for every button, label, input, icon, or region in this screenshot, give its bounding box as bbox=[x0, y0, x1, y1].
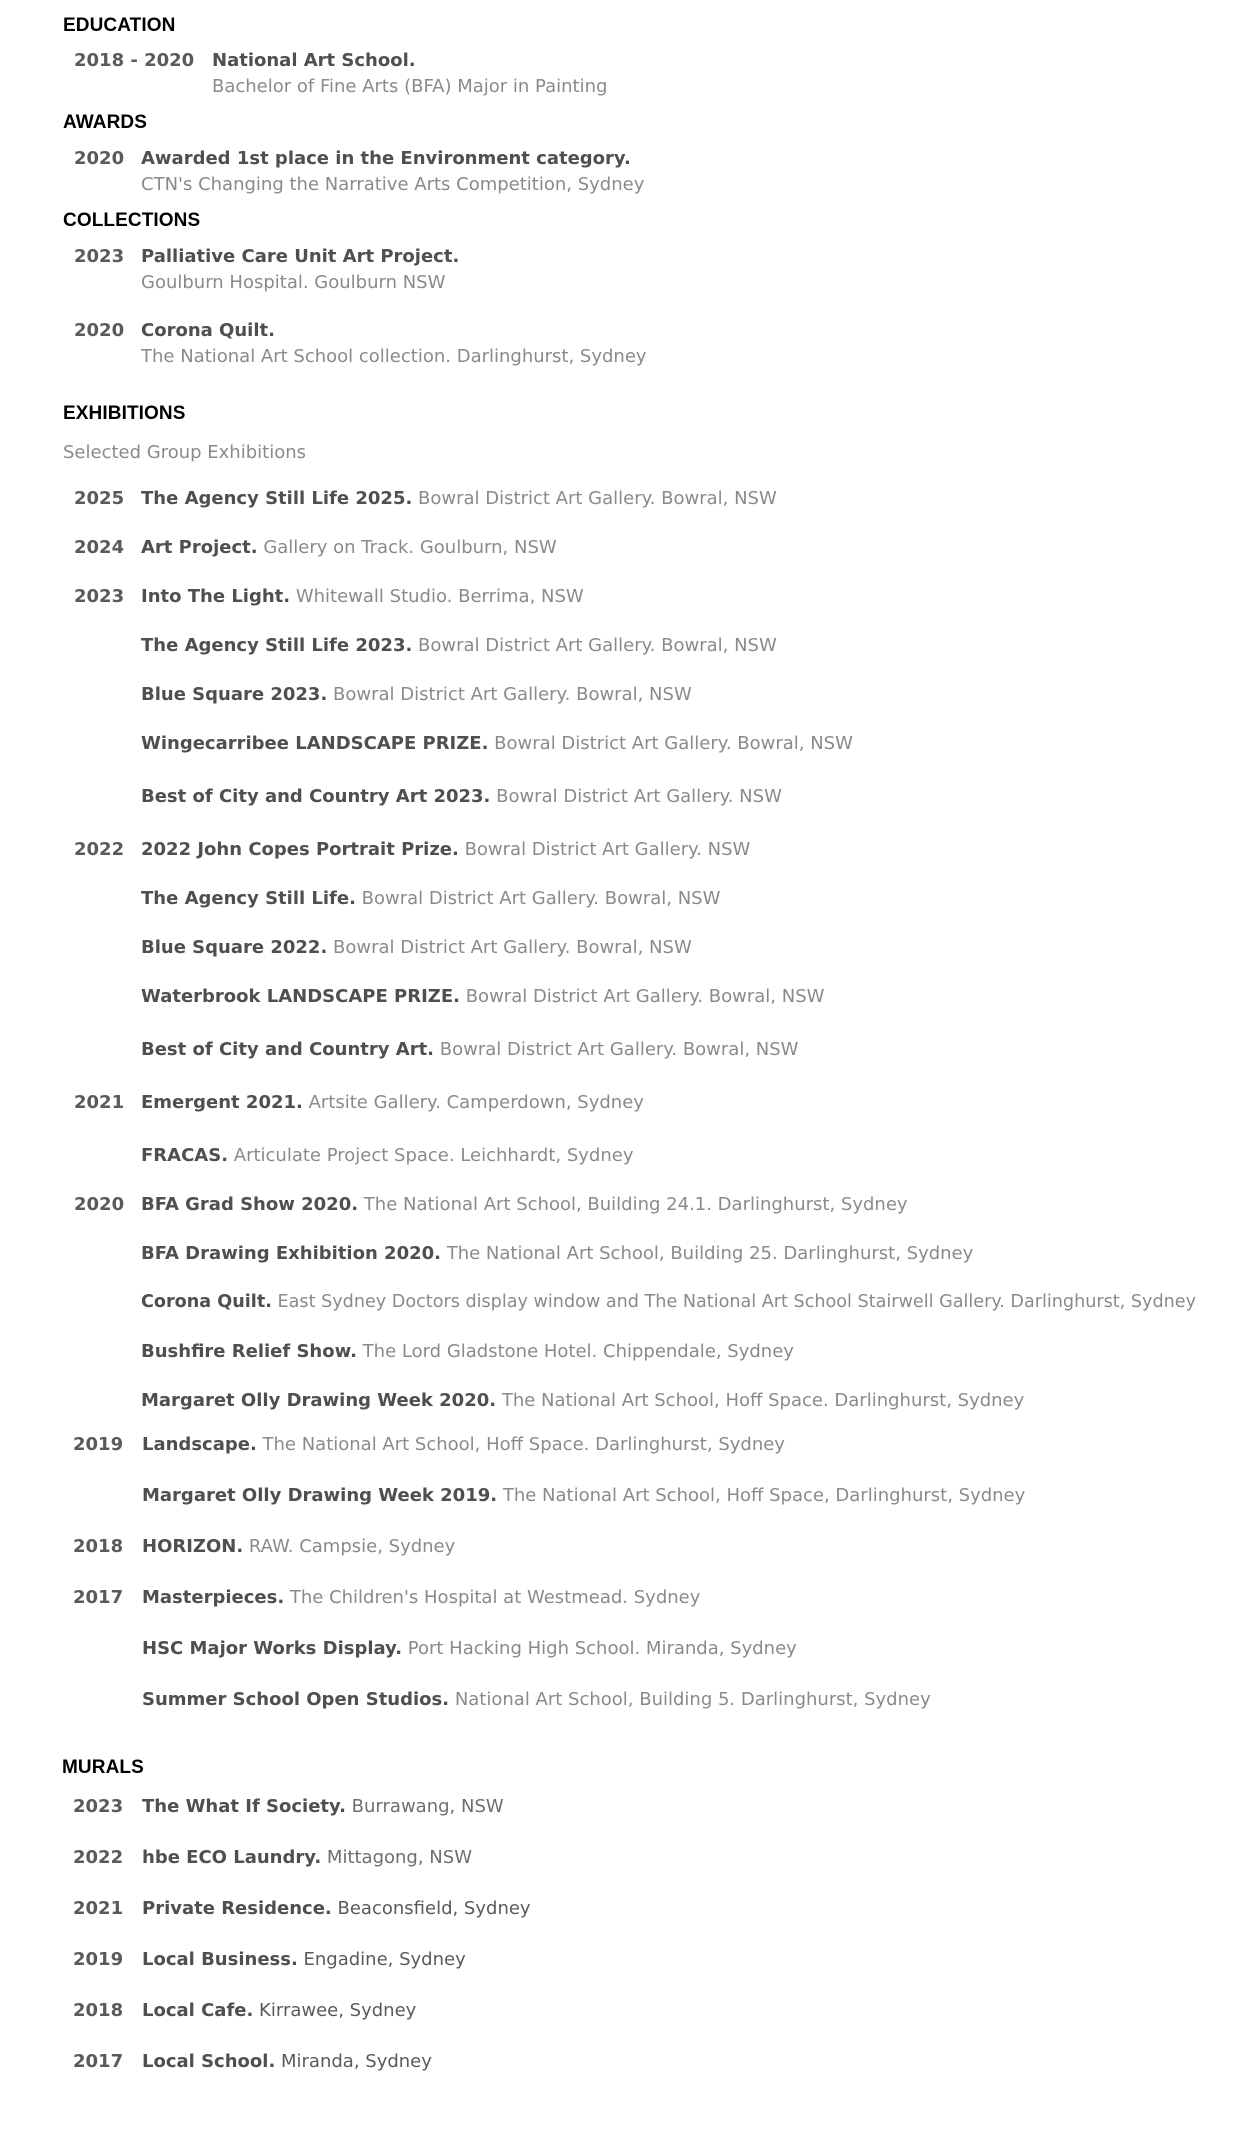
exhibition-entry bbox=[142, 1638, 797, 1659]
exhibition-year: 2017 bbox=[73, 1587, 124, 1608]
entry-title: 2022 John Copes Portrait Prize. bbox=[141, 839, 459, 860]
exhibitions-heading: EXHIBITIONS bbox=[63, 403, 186, 424]
exhibition-entry bbox=[141, 986, 824, 1007]
entry-detail: Artsite Gallery. Camperdown, Sydney bbox=[302, 1092, 644, 1113]
exhibition-entry bbox=[141, 586, 584, 607]
entry-detail: The National Art School, Hoff Space. Darlinghurst, Sydney bbox=[256, 1434, 785, 1455]
exhibition-entry bbox=[141, 537, 557, 558]
exhibition-entry bbox=[141, 888, 720, 909]
entry-detail: Bowral District Art Gallery. NSW bbox=[490, 786, 782, 807]
entry-title: Art Project. bbox=[141, 537, 258, 558]
mural-entry bbox=[142, 1949, 466, 1970]
collection-year: 2020 bbox=[74, 320, 125, 341]
exhibition-year: 2020 bbox=[74, 1194, 125, 1215]
collections-heading: COLLECTIONS bbox=[63, 210, 201, 231]
mural-year: 2022 bbox=[73, 1847, 124, 1868]
entry-title: Masterpieces. bbox=[142, 1587, 285, 1608]
entry-title: FRACAS. bbox=[141, 1145, 229, 1166]
entry-title: National Art School. bbox=[212, 50, 416, 71]
exhibition-entry bbox=[141, 488, 777, 509]
entry-detail: Bowral District Art Gallery. Bowral, NSW bbox=[355, 888, 721, 909]
entry-title: The Agency Still Life 2023. bbox=[141, 635, 413, 656]
collection-entry bbox=[141, 246, 459, 267]
mural-entry bbox=[142, 2000, 416, 2021]
exhibition-year: 2024 bbox=[74, 537, 125, 558]
mural-year: 2021 bbox=[73, 1898, 124, 1919]
entry-title: Private Residence. bbox=[142, 1898, 332, 1919]
entry-detail: The National Art School, Building 24.1. Darlinghurst, Sydney bbox=[358, 1194, 908, 1215]
exhibition-year: 2019 bbox=[73, 1434, 124, 1455]
exhibitions-subheading: Selected Group Exhibitions bbox=[63, 442, 306, 463]
entry-detail: Articulate Project Space. Leichhardt, Sydney bbox=[228, 1145, 634, 1166]
entry-detail: The National Art School, Hoff Space, Darlinghurst, Sydney bbox=[497, 1485, 1026, 1506]
entry-detail: The Lord Gladstone Hotel. Chippendale, Sydney bbox=[356, 1341, 794, 1362]
entry-detail: RAW. Campsie, Sydney bbox=[243, 1536, 456, 1557]
entry-title: The Agency Still Life. bbox=[141, 888, 356, 909]
entry-title: Local School. bbox=[142, 2051, 276, 2072]
entry-title: Palliative Care Unit Art Project. bbox=[141, 246, 460, 267]
entry-title: Awarded 1st place in the Environment category. bbox=[141, 148, 631, 169]
entry-detail: Bowral District Art Gallery. Bowral, NSW bbox=[459, 986, 825, 1007]
exhibition-year: 2018 bbox=[73, 1536, 124, 1557]
exhibition-entry bbox=[141, 733, 853, 754]
exhibition-entry bbox=[141, 1039, 798, 1060]
exhibition-entry bbox=[141, 635, 777, 656]
awards-year: 2020 bbox=[74, 148, 125, 169]
entry-detail: The National Art School, Building 25. Darlinghurst, Sydney bbox=[440, 1243, 974, 1264]
mural-entry bbox=[142, 1898, 531, 1919]
mural-year: 2019 bbox=[73, 1949, 124, 1970]
collection-detail: The National Art School collection. Darlinghurst, Sydney bbox=[141, 346, 647, 367]
entry-detail: Bowral District Art Gallery. NSW bbox=[458, 839, 751, 860]
entry-title: Best of City and Country Art 2023. bbox=[141, 786, 491, 807]
entry-title: Margaret Olly Drawing Week 2019. bbox=[142, 1485, 498, 1506]
mural-entry bbox=[142, 2051, 432, 2072]
entry-title: The What If Society. bbox=[142, 1796, 346, 1817]
mural-year: 2017 bbox=[73, 2051, 124, 2072]
entry-title: Into The Light. bbox=[141, 586, 291, 607]
entry-detail: Beaconsfield, Sydney bbox=[331, 1898, 531, 1919]
entry-title: Local Cafe. bbox=[142, 2000, 254, 2021]
entry-detail: Bowral District Art Gallery. Bowral, NSW bbox=[412, 488, 777, 509]
entry-title: hbe ECO Laundry. bbox=[142, 1847, 322, 1868]
entry-title: Wingecarribee LANDSCAPE PRIZE. bbox=[141, 733, 489, 754]
entry-detail: Bowral District Art Gallery. Bowral, NSW bbox=[327, 937, 692, 958]
mural-entry bbox=[142, 1847, 472, 1868]
education-detail: Bachelor of Fine Arts (BFA) Major in Painting bbox=[212, 76, 608, 97]
entry-detail: Miranda, Sydney bbox=[275, 2051, 432, 2072]
entry-title: Waterbrook LANDSCAPE PRIZE. bbox=[141, 986, 460, 1007]
education-entry bbox=[212, 50, 416, 71]
entry-title: Corona Quilt. bbox=[141, 1292, 272, 1312]
exhibition-entry bbox=[141, 1145, 634, 1166]
entry-detail: Bowral District Art Gallery. Bowral, NSW bbox=[434, 1039, 799, 1060]
entry-detail: Whitewall Studio. Berrima, NSW bbox=[290, 586, 584, 607]
entry-detail: Bowral District Art Gallery. Bowral, NSW bbox=[412, 635, 777, 656]
collection-year: 2023 bbox=[74, 246, 125, 267]
entry-title: HSC Major Works Display. bbox=[142, 1638, 403, 1659]
exhibition-entry bbox=[142, 1485, 1025, 1506]
entry-title: BFA Grad Show 2020. bbox=[141, 1194, 359, 1215]
entry-title: Bushfire Relief Show. bbox=[141, 1341, 357, 1362]
exhibition-entry bbox=[142, 1587, 700, 1608]
entry-detail: Engadine, Sydney bbox=[297, 1949, 466, 1970]
entry-title: Local Business. bbox=[142, 1949, 298, 1970]
entry-detail: National Art School, Building 5. Darlinghurst, Sydney bbox=[449, 1689, 931, 1710]
entry-title: Landscape. bbox=[142, 1434, 257, 1455]
collection-detail: Goulburn Hospital. Goulburn NSW bbox=[141, 272, 446, 293]
exhibition-entry bbox=[141, 684, 692, 705]
entry-title: Emergent 2021. bbox=[141, 1092, 303, 1113]
entry-title: The Agency Still Life 2025. bbox=[141, 488, 413, 509]
exhibition-entry bbox=[142, 1536, 455, 1557]
mural-year: 2018 bbox=[73, 2000, 124, 2021]
entry-title: Summer School Open Studios. bbox=[142, 1689, 450, 1710]
entry-detail: East Sydney Doctors display window and The National Art School Stairwell Gallery. Darlinghurst, Sydney bbox=[271, 1292, 1196, 1312]
mural-year: 2023 bbox=[73, 1796, 124, 1817]
entry-title: HORIZON. bbox=[142, 1536, 244, 1557]
entry-detail: Mittagong, NSW bbox=[321, 1847, 472, 1868]
exhibition-entry bbox=[141, 937, 692, 958]
exhibition-entry bbox=[141, 1092, 644, 1113]
entry-title: Corona Quilt. bbox=[141, 320, 275, 341]
mural-entry bbox=[142, 1796, 504, 1817]
education-year: 2018 - 2020 bbox=[74, 50, 195, 71]
entry-detail: Gallery on Track. Goulburn, NSW bbox=[257, 537, 557, 558]
exhibition-entry bbox=[141, 1194, 908, 1215]
exhibition-entry bbox=[141, 1341, 794, 1362]
exhibition-year: 2022 bbox=[74, 839, 125, 860]
education-heading: EDUCATION bbox=[63, 15, 176, 36]
awards-detail: CTN's Changing the Narrative Arts Competition, Sydney bbox=[141, 174, 645, 195]
collection-entry bbox=[141, 320, 275, 341]
exhibition-entry bbox=[141, 1292, 1196, 1312]
entry-detail: Kirrawee, Sydney bbox=[253, 2000, 417, 2021]
entry-title: Margaret Olly Drawing Week 2020. bbox=[141, 1390, 497, 1411]
entry-detail: Port Hacking High School. Miranda, Sydney bbox=[402, 1638, 797, 1659]
entry-title: Blue Square 2023. bbox=[141, 684, 328, 705]
entry-detail: The National Art School, Hoff Space. Darlinghurst, Sydney bbox=[496, 1390, 1025, 1411]
exhibition-entry bbox=[141, 1390, 1024, 1411]
exhibition-entry bbox=[142, 1689, 931, 1710]
exhibition-year: 2023 bbox=[74, 586, 125, 607]
awards-heading: AWARDS bbox=[63, 112, 147, 133]
entry-detail: The Children's Hospital at Westmead. Sydney bbox=[284, 1587, 701, 1608]
exhibition-year: 2025 bbox=[74, 488, 125, 509]
entry-title: BFA Drawing Exhibition 2020. bbox=[141, 1243, 441, 1264]
exhibition-year: 2021 bbox=[74, 1092, 125, 1113]
murals-heading: MURALS bbox=[62, 1757, 144, 1778]
entry-detail: Bowral District Art Gallery. Bowral, NSW bbox=[488, 733, 853, 754]
exhibition-entry bbox=[141, 786, 782, 807]
exhibition-entry bbox=[141, 1243, 973, 1264]
entry-title: Blue Square 2022. bbox=[141, 937, 328, 958]
awards-entry bbox=[141, 148, 631, 169]
entry-detail: Burrawang, NSW bbox=[345, 1796, 504, 1817]
exhibition-entry bbox=[141, 839, 750, 860]
entry-title: Best of City and Country Art. bbox=[141, 1039, 435, 1060]
exhibition-entry bbox=[142, 1434, 785, 1455]
entry-detail: Bowral District Art Gallery. Bowral, NSW bbox=[327, 684, 692, 705]
